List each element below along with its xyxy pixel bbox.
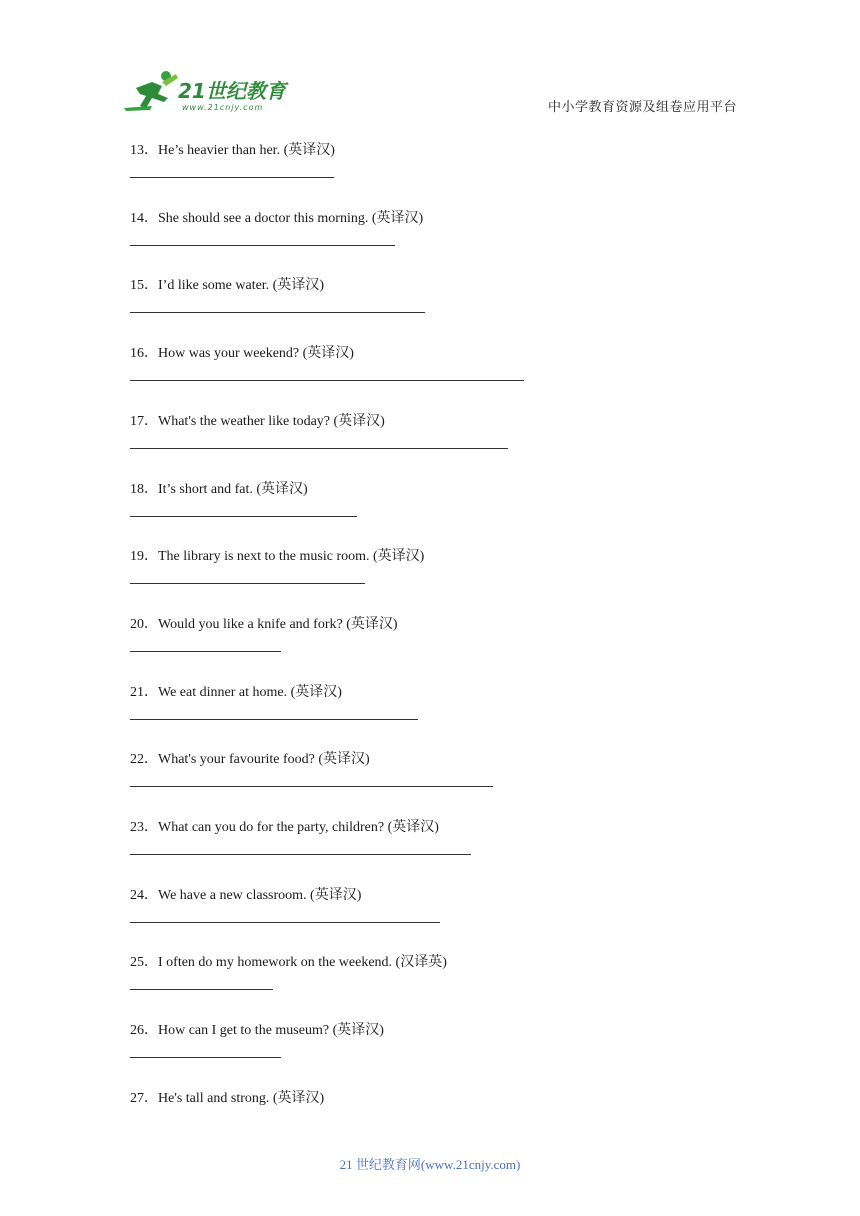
question-text <box>130 1019 384 1039</box>
question-sentence: What's your favourite food? (英译汉) <box>158 752 370 767</box>
question-number: 27． <box>130 1091 158 1106</box>
answer-line[interactable] <box>130 177 334 178</box>
question-text <box>130 207 423 227</box>
question-sentence: He’s heavier than her. (英译汉) <box>158 143 335 158</box>
question-text <box>130 613 398 633</box>
question-sentence: How can I get to the museum? (英译汉) <box>158 1023 384 1038</box>
question-number: 20． <box>130 617 158 632</box>
answer-line[interactable] <box>130 448 508 449</box>
question-text <box>130 816 439 836</box>
question-text <box>130 545 424 565</box>
question-text <box>130 681 342 701</box>
question-number: 15． <box>130 278 158 293</box>
answer-line[interactable] <box>130 719 418 720</box>
answer-line[interactable] <box>130 989 273 990</box>
answer-line[interactable] <box>130 922 440 923</box>
question-number: 21． <box>130 685 158 700</box>
answer-line[interactable] <box>130 516 357 517</box>
question-sentence: It’s short and fat. (英译汉) <box>158 482 308 497</box>
answer-line[interactable] <box>130 1057 281 1058</box>
question-text <box>130 274 324 294</box>
question-text <box>130 951 447 971</box>
answer-line[interactable] <box>130 380 524 381</box>
question-number: 24． <box>130 888 158 903</box>
question-text <box>130 1087 324 1107</box>
question-text <box>130 139 335 159</box>
question-number: 19． <box>130 549 158 564</box>
question-sentence: We eat dinner at home. (英译汉) <box>158 685 342 700</box>
question-text <box>130 478 308 498</box>
question-number: 16． <box>130 346 158 361</box>
logo-url-text: www.21cnjy.com <box>182 103 264 112</box>
question-sentence: She should see a doctor this morning. (英译汉) <box>158 211 424 226</box>
question-sentence: What's the weather like today? (英译汉) <box>158 414 385 429</box>
answer-line[interactable] <box>130 854 471 855</box>
question-number: 23． <box>130 820 158 835</box>
page-header <box>0 0 860 130</box>
runner-icon <box>124 71 178 111</box>
question-text <box>130 410 385 430</box>
question-number: 22． <box>130 752 158 767</box>
question-number: 26． <box>130 1023 158 1038</box>
logo-text: 21世纪教育 <box>178 79 286 103</box>
question-text <box>130 342 354 362</box>
question-sentence: I’d like some water. (英译汉) <box>158 278 325 293</box>
question-sentence: How was your weekend? (英译汉) <box>158 346 354 361</box>
question-number: 13． <box>130 143 158 158</box>
question-sentence: What can you do for the party, children? (英译汉) <box>158 820 439 835</box>
answer-line[interactable] <box>130 312 425 313</box>
question-sentence: He's tall and strong. (英译汉) <box>158 1091 325 1106</box>
question-sentence: We have a new classroom. (英译汉) <box>158 888 362 903</box>
question-number: 18． <box>130 482 158 497</box>
question-sentence: I often do my homework on the weekend. (汉译英) <box>158 955 447 970</box>
question-text <box>130 884 361 904</box>
answer-line[interactable] <box>130 651 281 652</box>
question-text <box>130 748 370 768</box>
logo <box>122 68 292 114</box>
question-sentence: The library is next to the music room. (英译汉) <box>158 549 425 564</box>
question-number: 17． <box>130 414 158 429</box>
page-footer: 21 世纪教育网(www.21cnjy.com) <box>339 1157 521 1172</box>
answer-line[interactable] <box>130 583 365 584</box>
question-number: 14． <box>130 211 158 226</box>
header-tagline: 中小学教育资源及组卷应用平台 <box>548 99 738 114</box>
answer-line[interactable] <box>130 245 395 246</box>
answer-line[interactable] <box>130 786 493 787</box>
question-number: 25． <box>130 955 158 970</box>
question-sentence: Would you like a knife and fork? (英译汉) <box>158 617 398 632</box>
